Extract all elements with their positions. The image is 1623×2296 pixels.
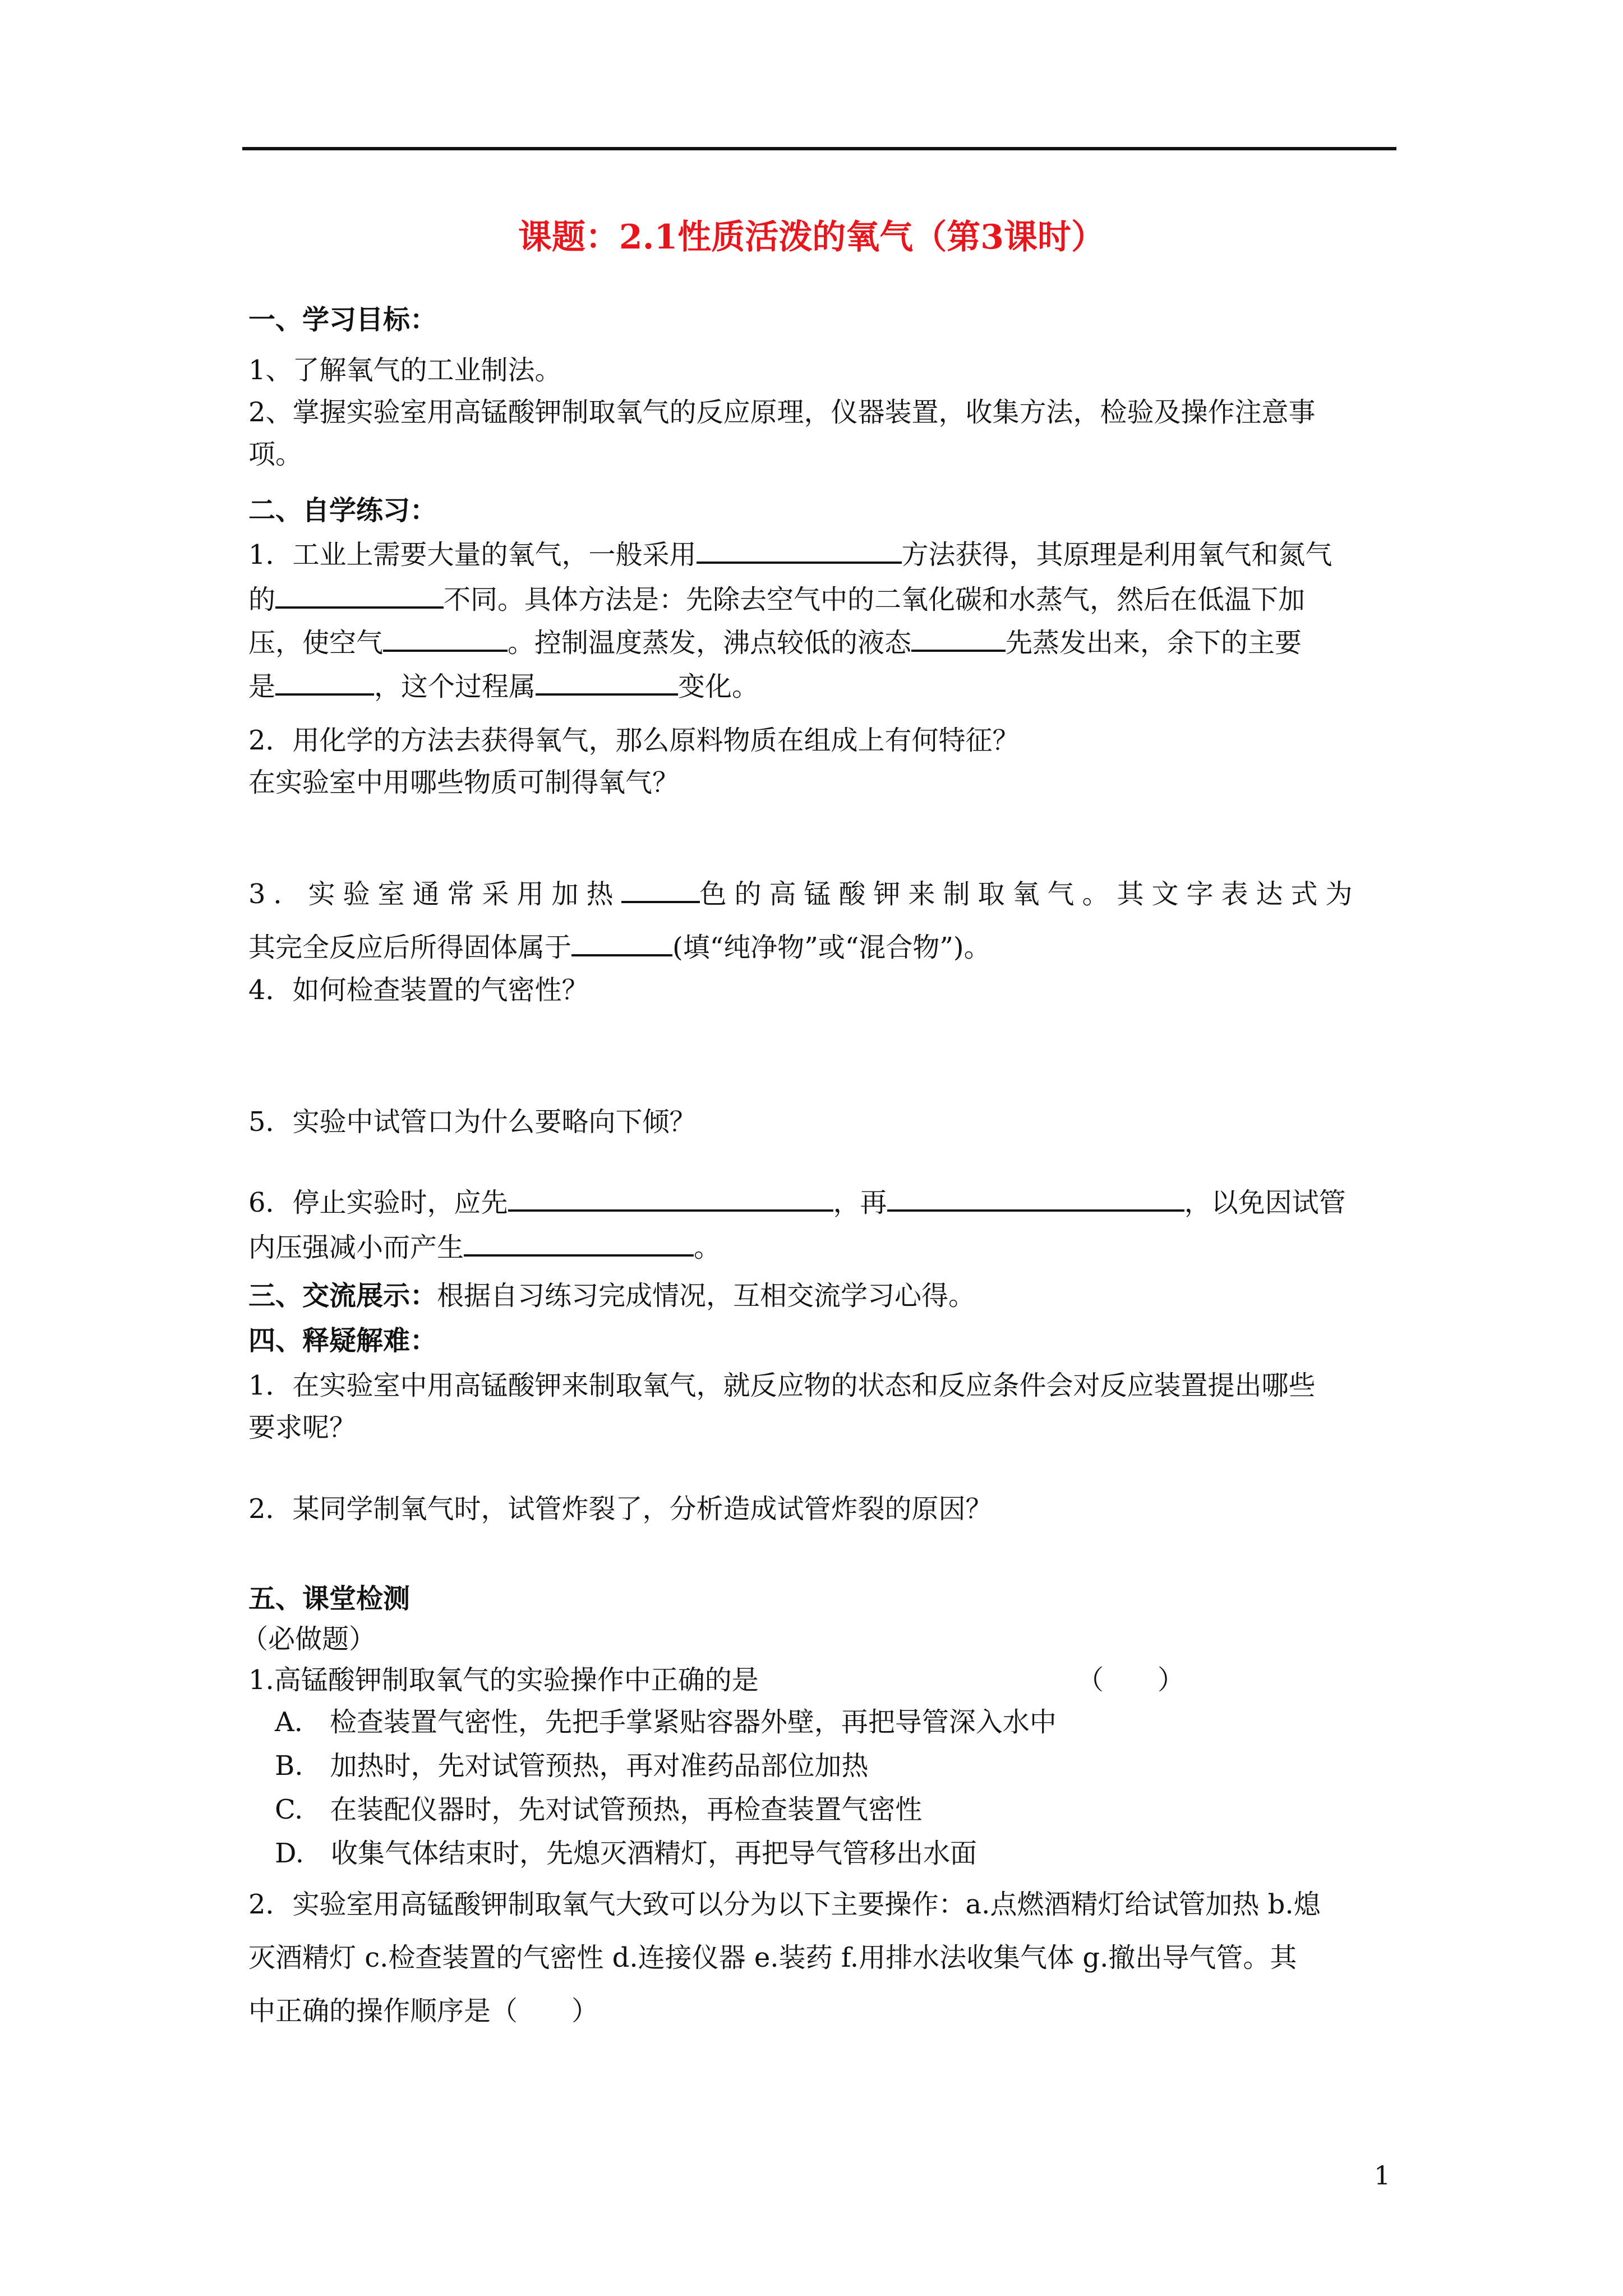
answer-blank[interactable] <box>383 624 508 652</box>
question-3-line-1 <box>248 875 1361 911</box>
text: 变化。 <box>678 671 759 702</box>
question-5: 5．实验中试管口为什么要略向下倾？ <box>248 1106 697 1138</box>
answer-paren[interactable]: （ ） <box>1077 1664 1185 1696</box>
mc-question-2-line-3: 中正确的操作顺序是（ ） <box>248 1995 599 2027</box>
text: ，再 <box>833 1187 887 1218</box>
text: 根据自习练习完成情况，互相交流学习心得。 <box>437 1280 976 1312</box>
question-1-line-3 <box>248 624 1302 660</box>
text: 先蒸发出来，余下的主要 <box>1006 627 1302 659</box>
difficulty-1-line-2: 要求呢？ <box>248 1412 357 1443</box>
difficulty-2: 2．某同学制氧气时，试管炸裂了，分析造成试管炸裂的原因？ <box>248 1493 993 1525</box>
text: 6．停止实验时，应先 <box>248 1187 508 1218</box>
text: 3．实验室通常采用加热 <box>248 878 621 910</box>
section-heading-classroom-test: 五、课堂检测 <box>248 1583 411 1614</box>
text: 的 <box>248 584 276 615</box>
option-d: D. 收集气体结束时，先熄灭酒精灯，再把导气管移出水面 <box>275 1838 978 1869</box>
text: 。 <box>694 1232 721 1263</box>
answer-blank[interactable] <box>536 668 678 696</box>
answer-blank[interactable] <box>508 1184 833 1212</box>
section-heading-exchange: 三、交流展示： <box>248 1280 437 1312</box>
text: 是 <box>248 671 276 702</box>
text: (填“纯净物”或“混合物”)。 <box>672 932 991 963</box>
text: 不同。具体方法是：先除去空气中的二氧化碳和水蒸气，然后在低温下加 <box>444 584 1306 615</box>
option-c: C. 在装配仪器时，先对试管预热，再检查装置气密性 <box>275 1794 923 1825</box>
text: 方法获得，其原理是利用氧气和氮气 <box>901 539 1332 570</box>
text: 其完全反应后所得固体属于 <box>248 932 572 963</box>
option-b: B. 加热时，先对试管预热，再对准药品部位加热 <box>275 1750 869 1782</box>
question-6-line-2 <box>248 1228 721 1264</box>
difficulty-1-line-1: 1．在实验室中用高锰酸钾来制取氧气，就反应物的状态和反应条件会对反应装置提出哪些 <box>248 1370 1316 1401</box>
required-label: （必做题） <box>241 1623 376 1655</box>
question-2-line-1: 2．用化学的方法去获得氧气，那么原料物质在组成上有何特征？ <box>248 725 1020 756</box>
page-number: 1 <box>1374 2160 1391 2191</box>
question-1-line-2 <box>248 581 1305 616</box>
text: 。控制温度蒸发，沸点较低的液态 <box>508 627 912 659</box>
text: 压，使空气 <box>248 627 384 659</box>
section-exchange <box>248 1279 975 1313</box>
text: ，这个过程属 <box>374 671 536 702</box>
answer-blank[interactable] <box>275 581 444 609</box>
section-heading-objectives: 一、学习目标： <box>248 304 437 335</box>
objective-2: 2、掌握实验室用高锰酸钾制取氧气的反应原理，仪器装置，收集方法，检验及操作注意事 <box>248 397 1316 428</box>
answer-blank[interactable] <box>697 536 902 564</box>
question-1-line-1 <box>248 536 1332 572</box>
answer-blank[interactable] <box>887 1184 1184 1212</box>
page-title: 课题：2.1性质活泼的氧气（第3课时） <box>518 218 1105 257</box>
text: 1．工业上需要大量的氧气，一般采用 <box>248 539 697 570</box>
option-a: A. 检查装置气密性，先把手掌紧贴容器外壁，再把导管深入水中 <box>275 1706 1057 1738</box>
answer-blank[interactable] <box>911 624 1006 652</box>
section-heading-difficulties: 四、释疑解难： <box>248 1325 437 1356</box>
answer-blank[interactable] <box>571 928 672 956</box>
question-1-line-4 <box>248 668 759 703</box>
question-2-line-2: 在实验室中用哪些物质可制得氧气？ <box>248 767 680 798</box>
text: 色的高锰酸钾来制取氧气。其文字表达式为 <box>699 878 1361 910</box>
answer-blank[interactable] <box>464 1228 694 1257</box>
mc-question-1: 1.高锰酸钾制取氧气的实验操作中正确的是 <box>248 1664 759 1696</box>
answer-blank[interactable] <box>621 875 700 903</box>
answer-blank[interactable] <box>275 668 374 696</box>
text: ，以免因试管 <box>1184 1187 1346 1218</box>
objective-1: 1、了解氧气的工业制法。 <box>248 355 562 386</box>
question-3-line-2 <box>248 928 991 964</box>
question-4: 4．如何检查装置的气密性？ <box>248 974 589 1006</box>
mc-question-2-line-2: 灭酒精灯 c.检查装置的气密性 d.连接仪器 e.装药 f.用排水法收集气体 g.撤出导气管。其 <box>248 1942 1297 1973</box>
mc-question-2-line-1: 2．实验室用高锰酸钾制取氧气大致可以分为以下主要操作：a.点燃酒精灯给试管加热 b.熄 <box>248 1889 1321 1920</box>
objective-2-cont: 项。 <box>248 439 303 470</box>
header-rule <box>242 147 1396 150</box>
section-heading-self-study: 二、自学练习： <box>248 495 437 526</box>
question-6-line-1 <box>248 1184 1346 1220</box>
text: 内压强减小而产生 <box>248 1232 464 1263</box>
